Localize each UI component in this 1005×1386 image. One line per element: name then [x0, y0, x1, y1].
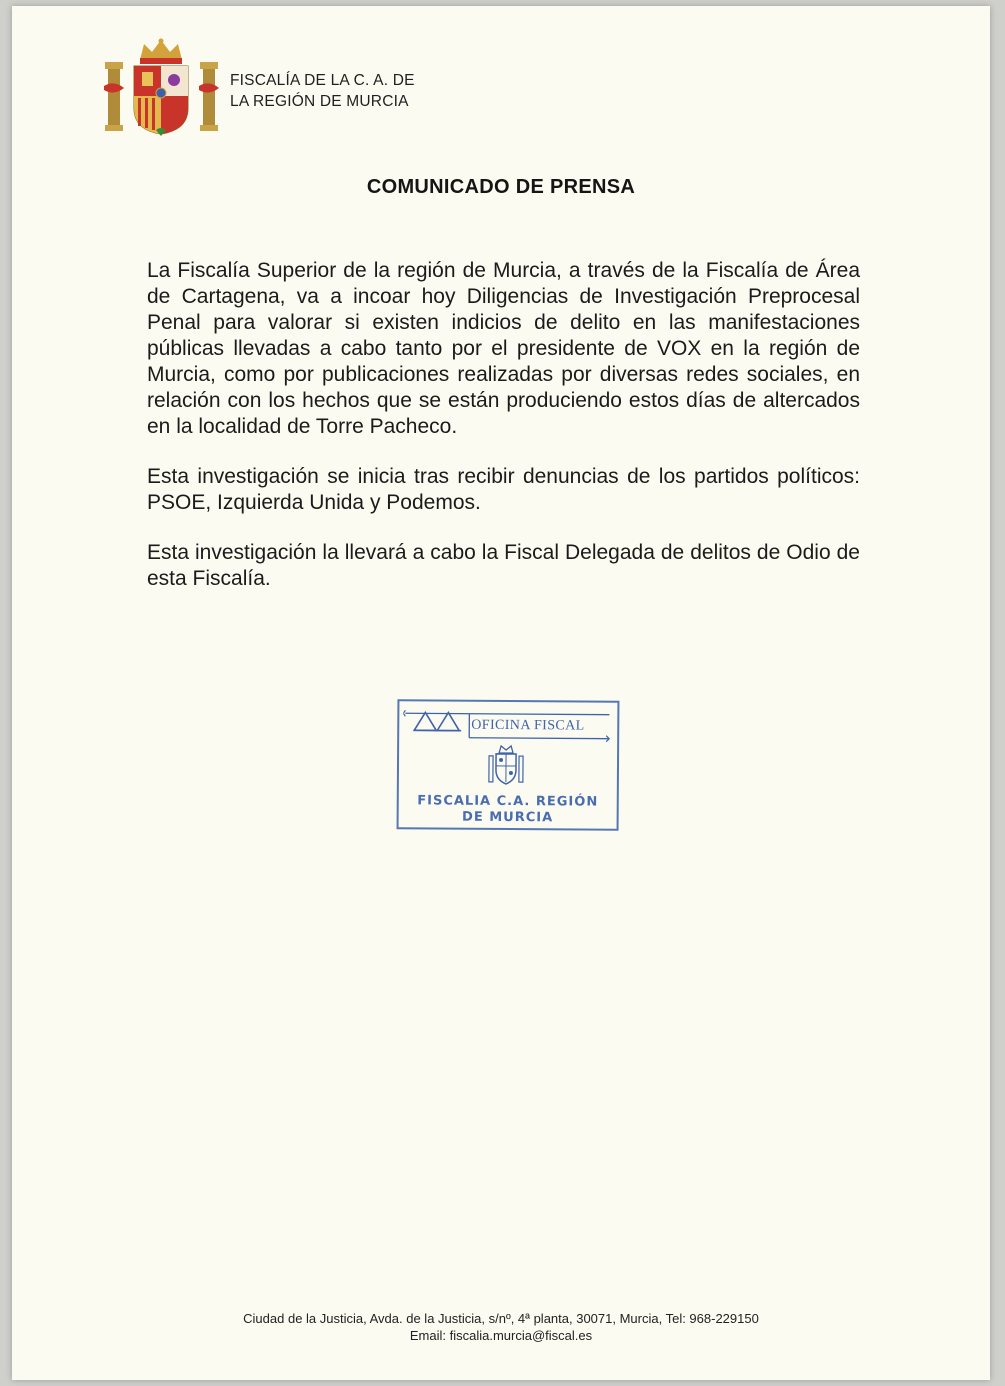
- footer-address: Ciudad de la Justicia, Avda. de la Justicia, s/nº, 4ª planta, 30071, Murcia, Tel: 968-229150: [243, 1311, 759, 1326]
- stamp-triangles-icon: [413, 709, 461, 731]
- institution-line-2: LA REGIÓN DE MURCIA: [230, 93, 409, 110]
- stamp-name-line-2: DE MURCIA: [462, 809, 554, 826]
- page-footer: [12, 1310, 990, 1344]
- stamp-institution-name: [399, 793, 617, 827]
- paragraph-3: Esta investigación la llevará a cabo la Fiscal Delegada de delitos de Odio de esta Fiscalía.: [147, 541, 860, 590]
- stamp-name-line-1: FISCALIA C.A. REGIÓN: [417, 793, 599, 810]
- stamp-office-label: OFICINA FISCAL: [471, 717, 585, 734]
- stamp-coat-of-arms-icon: [487, 744, 525, 786]
- institution-header: [230, 70, 415, 112]
- paragraph-2: Esta investigación se inicia tras recibir denuncias de los partidos políticos: PSOE, Izquierda Unida y Podemos.: [147, 465, 860, 514]
- document-page: [12, 6, 990, 1380]
- press-release-body: [147, 258, 860, 616]
- official-stamp: [397, 699, 620, 831]
- page-title: COMUNICADO DE PRENSA: [366, 176, 636, 198]
- paragraph-1: La Fiscalía Superior de la región de Murcia, a través de la Fiscalía de Área de Cartagena, va a incoar hoy Diligencias de Investigación Preprocesal Penal para valorar si existen indicios de delito en las manifestaciones públicas llevadas a cabo tanto por el presidente de VOX en la región de Murcia, como por publicaciones realizadas por diversas redes sociales, en relación con los hechos que se están produciendo estos días de altercados en la localidad de Torre Pacheco.: [147, 259, 860, 438]
- footer-email: Email: fiscalia.murcia@fiscal.es: [409, 1328, 593, 1343]
- institution-line-1: FISCALÍA DE LA C. A. DE: [230, 72, 415, 89]
- coat-of-arms-icon: [104, 38, 219, 138]
